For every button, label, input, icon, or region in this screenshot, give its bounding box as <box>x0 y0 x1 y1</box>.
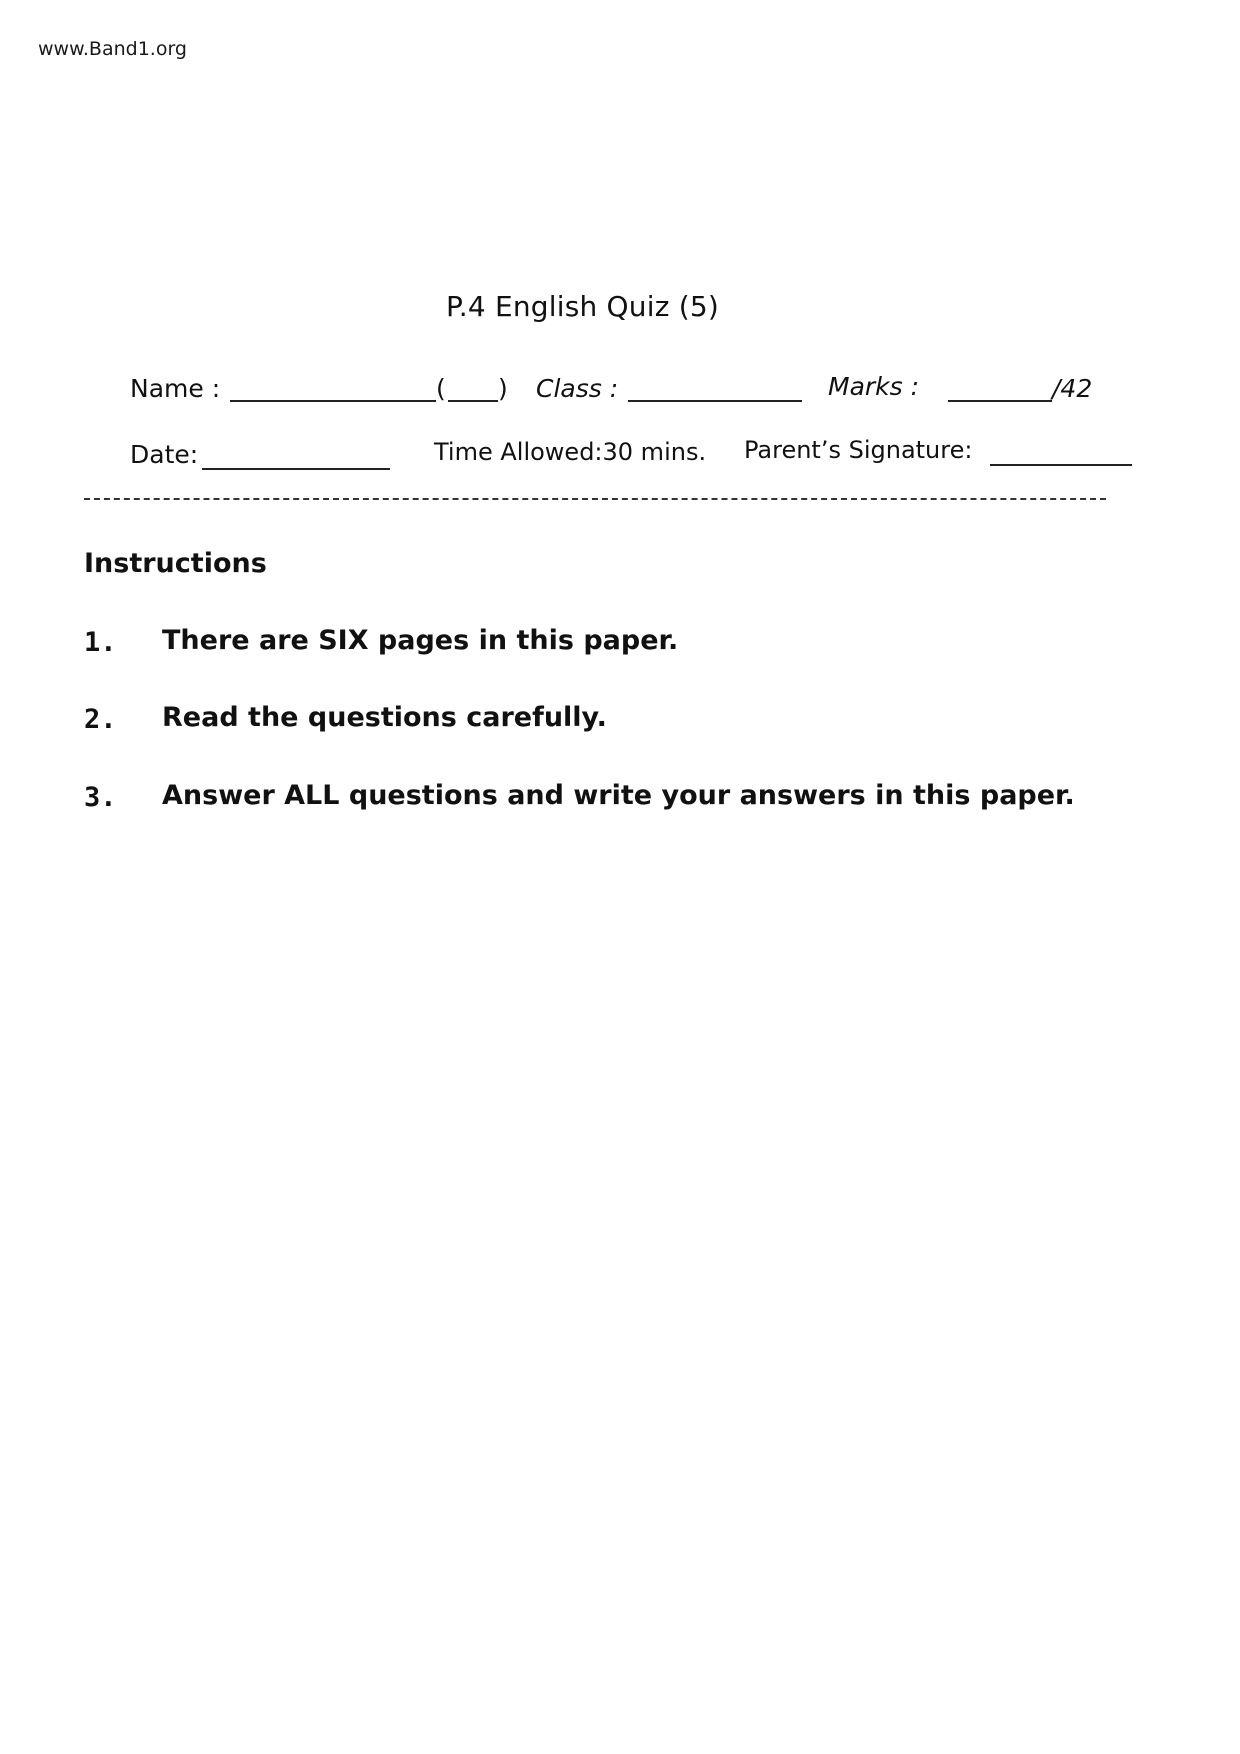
signature-label: Parent’s Signature: <box>744 436 973 464</box>
instruction-item: Read the questions carefully. <box>162 702 607 733</box>
instruction-item: There are SIX pages in this paper. <box>162 625 679 656</box>
marks-total: /42 <box>1052 374 1093 403</box>
class-number-open: ( <box>436 374 446 403</box>
quiz-title: P.4 English Quiz (5) <box>446 290 719 323</box>
instruction-number: 1. <box>84 627 117 658</box>
name-blank[interactable] <box>230 400 436 402</box>
time-allowed: Time Allowed:30 mins. <box>434 438 707 466</box>
signature-blank[interactable] <box>990 464 1132 466</box>
class-number-close: ) <box>498 374 508 403</box>
name-label: Name : <box>130 374 221 403</box>
marks-label: Marks : <box>828 372 920 401</box>
class-blank[interactable] <box>628 400 802 402</box>
class-number-blank[interactable] <box>448 400 498 402</box>
date-label: Date: <box>130 440 199 469</box>
instruction-number: 3. <box>84 782 117 813</box>
class-label: Class : <box>536 374 619 403</box>
date-blank[interactable] <box>202 468 390 470</box>
instruction-number: 2. <box>84 704 117 735</box>
marks-blank[interactable] <box>948 400 1052 402</box>
site-watermark: www.Band1.org <box>38 38 187 60</box>
instructions-heading: Instructions <box>84 548 267 579</box>
instruction-item: Answer ALL questions and write your answers in this paper. <box>162 780 1075 811</box>
dashed-divider <box>84 498 1106 500</box>
